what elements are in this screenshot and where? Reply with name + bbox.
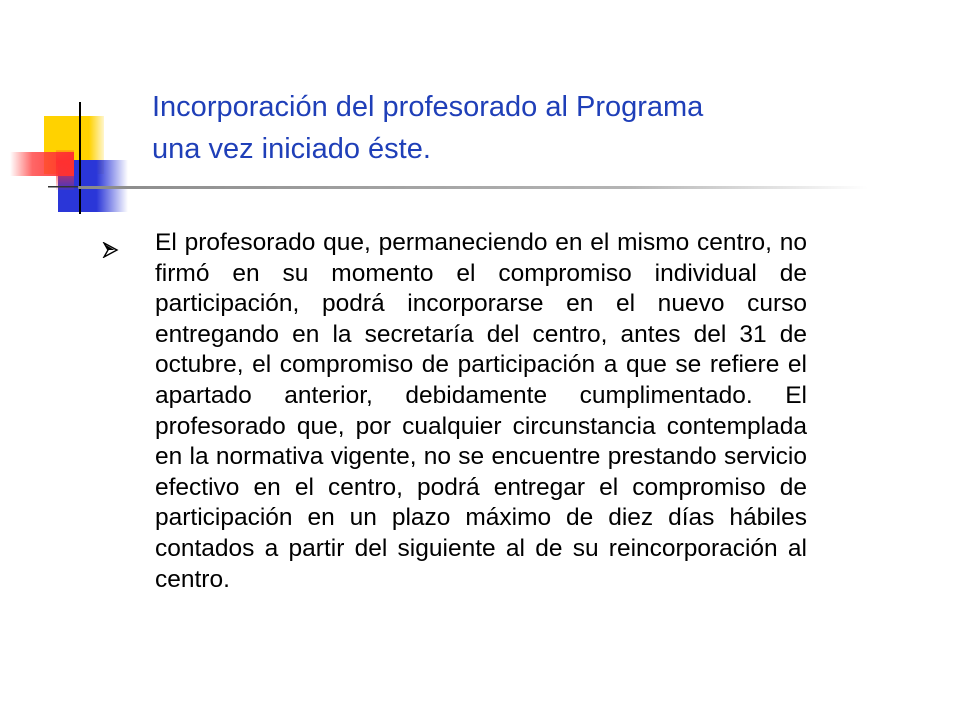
- arrow-bullet-icon: [102, 242, 120, 258]
- decorative-squares-logo: [0, 0, 160, 230]
- slide-title: [152, 86, 912, 170]
- title-line-2: una vez iniciado éste.: [152, 133, 431, 165]
- bullet-text: El profesorado que, permaneciendo en el mismo centro, no firmó en su momento el compromiso individual de participación, podrá incorporarse en el nuevo curso entregando en la secretaría del centro, antes del 31 de octubre, el compromiso de participación a que se refiere el apartado anterior, debidamente cumplimentado. El profesorado que, por cualquier circunstancia contemplada en la normativa vigente, no se encuentre prestando servicio efectivo en el centro, podrá entregar el compromiso de participación en un plazo máximo de diez días hábiles contados a partir del siguiente al de su reincorporación al centro.: [155, 229, 807, 593]
- title-line-1: Incorporación del profesorado al Programa: [152, 91, 704, 123]
- title-underline-divider: [78, 186, 868, 189]
